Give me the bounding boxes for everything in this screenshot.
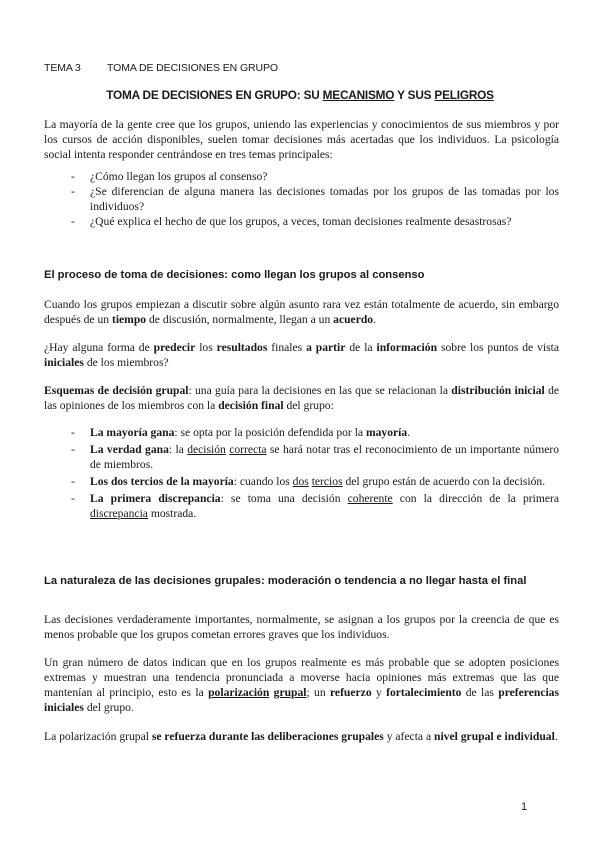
- section2-p3: [44, 729, 559, 744]
- text: los: [195, 341, 217, 354]
- text: : se toma una decisión: [220, 492, 348, 505]
- text: .: [407, 426, 411, 439]
- question-text: ¿Se diferencian de alguna manera las decisiones tomadas por los grupos de las tomadas por los individuos?: [90, 185, 559, 213]
- underlined-text: decisión: [187, 443, 226, 456]
- header-tema: TEMA 3: [44, 62, 81, 74]
- bold-text: fortalecimiento: [386, 686, 462, 699]
- scheme-term: La verdad gana: [90, 443, 169, 456]
- section-heading-2: La naturaleza de las decisiones grupales: moderación o tendencia a no llegar hasta el final: [44, 575, 527, 587]
- dash-bullet: -: [71, 426, 75, 439]
- bold-text: predecir: [153, 341, 196, 354]
- dash-bullet: -: [71, 443, 75, 456]
- section-heading-1: El proceso de toma de decisiones: como llegan los grupos al consenso: [44, 269, 425, 281]
- list-item: [44, 169, 559, 184]
- running-header: [44, 61, 278, 76]
- underlined-bold-text: polarización: [208, 686, 270, 699]
- bold-text: nivel grupal e individual: [434, 730, 555, 743]
- text: del grupo:: [283, 399, 334, 412]
- bold-text: distribución inicial: [451, 384, 545, 397]
- section1-p3: [44, 383, 559, 413]
- text: La polarización grupal: [44, 730, 152, 743]
- title-text: TOMA DE DECISIONES EN GRUPO: SU: [106, 88, 323, 102]
- list-item: [44, 491, 559, 521]
- underlined-text: coherente: [347, 492, 393, 505]
- text: de la: [345, 341, 377, 354]
- bold-text: refuerzo: [329, 686, 372, 699]
- text: de discusión, normalmente, llegan a un: [146, 313, 334, 326]
- text: .: [373, 313, 376, 326]
- scheme-term: La primera discrepancia: [90, 492, 221, 505]
- list-item: [44, 425, 559, 440]
- dash-bullet: -: [71, 185, 75, 198]
- underlined-text: correcta: [229, 443, 267, 456]
- bold-text: Esquemas de decisión grupal: [44, 384, 189, 397]
- document-title: [0, 88, 600, 103]
- bold-text: información: [376, 341, 438, 354]
- text: se hará notar tras el reconocimiento de un importante número de miembros.: [90, 443, 560, 471]
- header-title: TOMA DE DECISIONES EN GRUPO: [107, 62, 278, 74]
- text: Un gran número de datos indican que en los grupos realmente es más probable que se adopten posiciones extremas y muestran una tendencia pronunciada a moverse hacia opiniones más extremas que las que mantenían al principio, esto es la: [44, 656, 559, 699]
- list-item: [44, 442, 559, 472]
- underlined-bold-text: grupal: [273, 686, 307, 699]
- underlined-text: discrepancia: [90, 507, 148, 520]
- question-text: ¿Cómo llegan los grupos al consenso?: [90, 170, 268, 183]
- text: ; un: [306, 686, 330, 699]
- text: : la: [168, 443, 188, 456]
- section1-p1: [44, 297, 559, 327]
- dash-bullet: -: [71, 215, 75, 228]
- text: finales: [267, 341, 307, 354]
- bold-text: acuerdo: [333, 313, 374, 326]
- list-item: [44, 474, 559, 489]
- intro-block: [44, 117, 559, 229]
- bold-text: preferencias iniciales: [44, 686, 559, 714]
- text: de las: [461, 686, 499, 699]
- bold-text: se refuerza durante las deliberaciones grupales: [151, 730, 384, 743]
- text: del grupo.: [83, 701, 134, 714]
- underlined-text: dos: [292, 475, 309, 488]
- title-underlined-mecanismo: MECANISMO: [322, 88, 395, 102]
- page-number: 1: [521, 801, 528, 813]
- bold-text: tiempo: [111, 313, 147, 326]
- underlined-text: tercios: [311, 475, 343, 488]
- text: : cuando los: [233, 475, 293, 488]
- section2-p1: [44, 612, 559, 642]
- bold-text: iniciales: [44, 356, 84, 369]
- bold-text: decisión final: [218, 399, 284, 412]
- title-text-2: Y SUS: [394, 88, 435, 102]
- text: Cuando los grupos empiezan a discutir sobre algún asunto rara vez están totalmente de acuerdo, sin embargo después de un: [44, 298, 559, 326]
- decision-schemes: [44, 425, 559, 521]
- scheme-term: La mayoría gana: [90, 426, 175, 439]
- text: del grupo están de acuerdo con la decisión.: [342, 475, 546, 488]
- bold-text: mayoría: [365, 426, 408, 439]
- text: de las opiniones de los miembros con la: [44, 384, 560, 412]
- intro-questions: [44, 169, 559, 229]
- text: sobre los puntos de vista: [437, 341, 559, 354]
- text: .: [554, 730, 558, 743]
- text: de los miembros?: [83, 356, 169, 369]
- question-text: ¿Qué explica el hecho de que los grupos, a veces, toman decisiones realmente desastrosas?: [90, 215, 512, 228]
- text: ¿Hay alguna forma de: [44, 341, 154, 354]
- text: con la dirección de la primera: [392, 492, 559, 505]
- text: : se opta por la posición defendida por la: [174, 426, 366, 439]
- dash-bullet: -: [71, 492, 75, 505]
- dash-bullet: -: [71, 475, 75, 488]
- bold-text: a partir: [306, 341, 346, 354]
- text: y: [371, 686, 387, 699]
- scheme-term: Los dos tercios de la mayoría: [90, 475, 234, 488]
- paragraph-text: Las decisiones verdaderamente importantes, normalmente, se asignan a los grupos por la creencia de que es menos probable que los grupos cometan errores graves que los individuos.: [44, 613, 559, 641]
- section1-p2: [44, 340, 559, 370]
- text: mostrada.: [147, 507, 197, 520]
- list-item: [44, 184, 559, 214]
- bold-text: resultados: [216, 341, 268, 354]
- section2-p2: [44, 655, 559, 715]
- text: y afecta a: [383, 730, 435, 743]
- dash-bullet: -: [71, 170, 75, 183]
- title-underlined-peligros: PELIGROS: [434, 88, 494, 102]
- list-item: [44, 214, 559, 229]
- intro-paragraph: La mayoría de la gente cree que los grupos, uniendo las experiencias y conocimientos de sus miembros y por los cursos de acción disponibles, suelen tomar decisiones más acertadas que los individuos. La psicología social intenta responder centrándose en tres temas principales:: [44, 118, 559, 161]
- text: : una guía para la decisiones en las que se relacionan la: [188, 384, 452, 397]
